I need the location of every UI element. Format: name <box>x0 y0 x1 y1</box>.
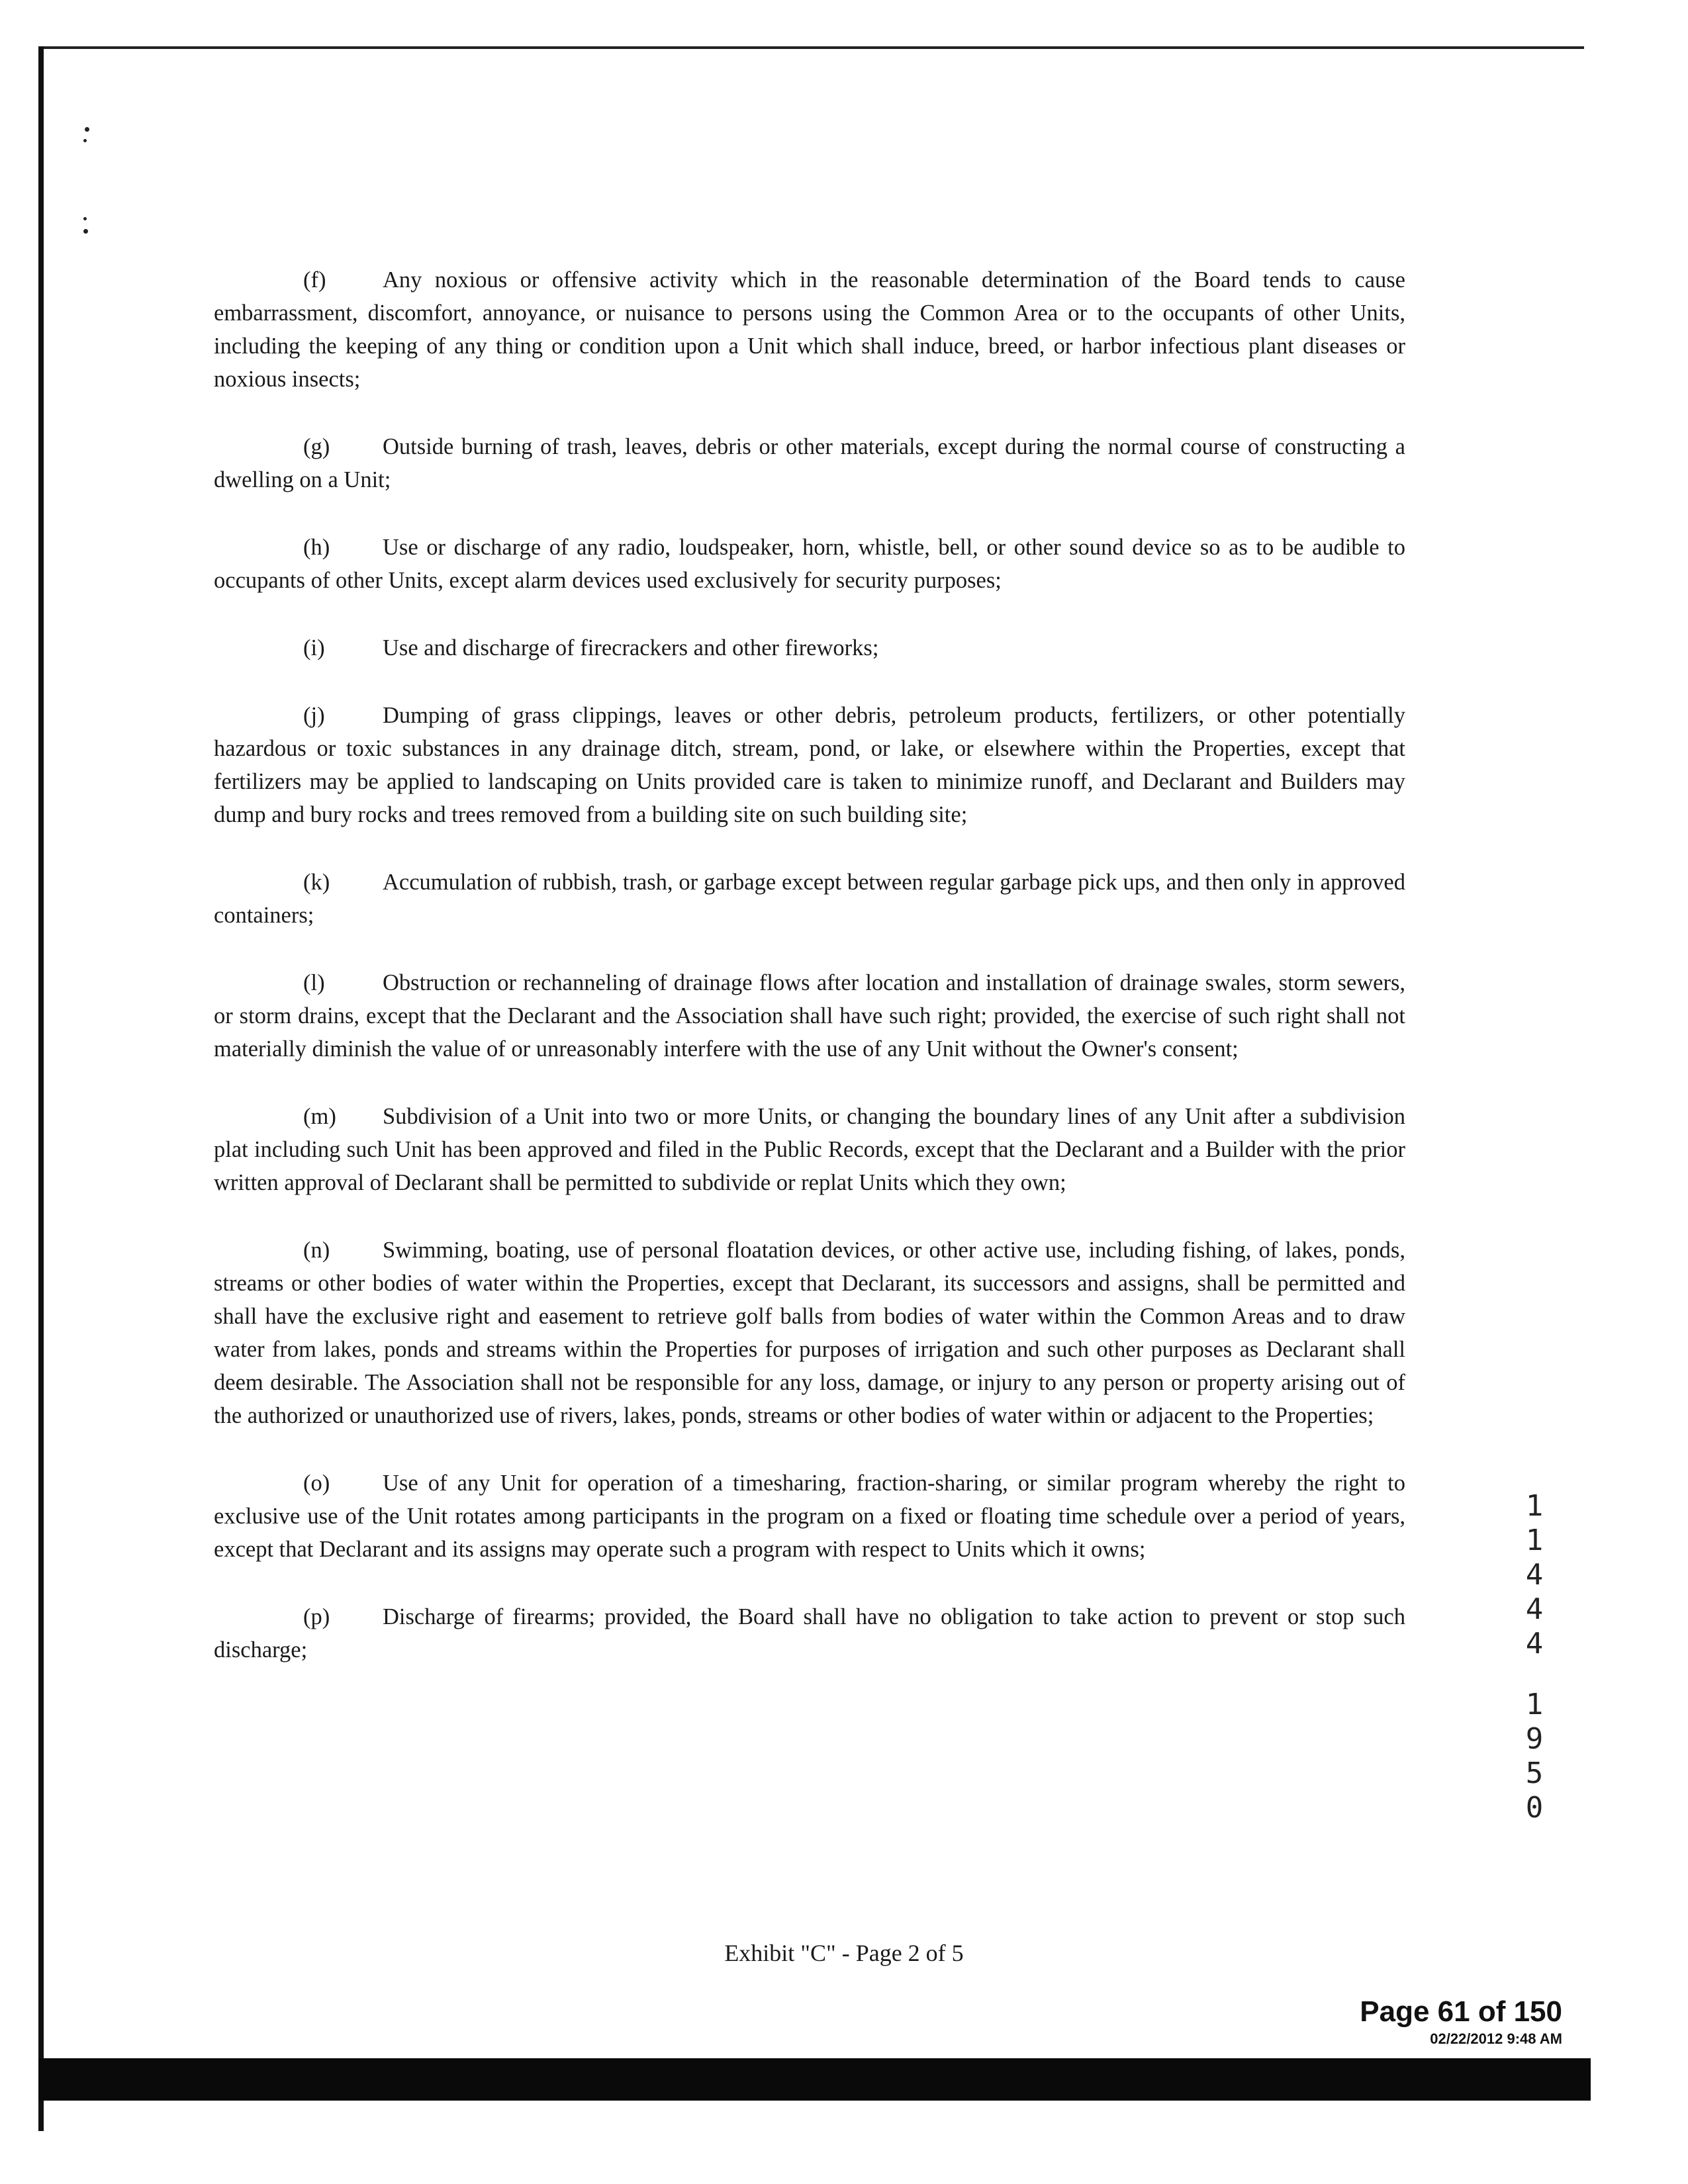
paragraph-i <box>214 631 1405 664</box>
paragraph-text: Subdivision of a Unit into two or more Units, or changing the boundary lines of any Unit after a subdivision plat including such Unit has been approved and filed in the Public Records, except that the Declarant and a Builder with the prior written approval of Declarant shall be permitted to subdivide or replat Units which they own; <box>214 1104 1405 1195</box>
paragraph-text: Discharge of firearms; provided, the Board shall have no obligation to take action to prevent or stop such discharge; <box>214 1604 1405 1662</box>
scan-top-rule <box>38 46 1584 49</box>
stamp-digit: 0 <box>1525 1791 1544 1825</box>
stamp-gap <box>1521 1661 1548 1688</box>
paragraph-o <box>214 1467 1405 1566</box>
paragraph-text: Outside burning of trash, leaves, debris or other materials, except during the normal course of constructing a dwelling on a Unit; <box>214 434 1405 492</box>
paragraph-text: Swimming, boating, use of personal floatation devices, or other active use, including fishing, of lakes, ponds, streams or other bodies of water within the Properties, except that Declarant, its successors and assigns, shall be permitted and shall have the exclusive right and easement to retrieve golf balls from bodies of water within the Common Areas and to draw water from lakes, ponds and streams within the Properties for purposes of irrigation and such other purposes as Declarant shall deem desirable. The Association shall not be responsible for any loss, damage, or injury to any person or property arising out of the authorized or unauthorized use of rivers, lakes, ponds, streams or other bodies of water within or adjacent to the Properties; <box>214 1238 1405 1428</box>
paragraph-m <box>214 1100 1405 1199</box>
paragraph-j <box>214 699 1405 831</box>
paragraph-label: (i) <box>303 635 325 660</box>
paragraph-label: (p) <box>303 1604 330 1629</box>
stamp-digit: 1 <box>1525 1524 1544 1557</box>
stamp-digit: 4 <box>1525 1592 1544 1626</box>
scan-left-rule <box>38 46 44 2131</box>
paragraph-text: Obstruction or rechanneling of drainage flows after location and installation of drainage swales, storm sewers, or storm drains, except that the Declarant and the Association shall have such right; provided, the exercise of such right shall not materially diminish the value of or unreasonably interfere with the use of any Unit without the Owner's consent; <box>214 970 1405 1062</box>
paragraph-l <box>214 966 1405 1066</box>
scan-bottom-bar <box>38 2058 1591 2101</box>
paragraph-text: Use or discharge of any radio, loudspeaker, horn, whistle, bell, or other sound device so as to be audible to occupants of other Units, except alarm devices used exclusively for security purposes; <box>214 535 1405 593</box>
page-timestamp: 02/22/2012 9:48 AM <box>1430 2030 1562 2047</box>
paragraph-label: (g) <box>303 434 330 459</box>
paragraph-label: (n) <box>303 1238 330 1263</box>
paragraph-label: (f) <box>303 267 326 293</box>
scan-speck <box>83 229 88 234</box>
paragraph-label: (o) <box>303 1471 330 1496</box>
stamp-digit: 9 <box>1525 1722 1544 1756</box>
exhibit-page-footer: Exhibit "C" - Page 2 of 5 <box>724 1940 964 1966</box>
stamp-digit: 5 <box>1525 1756 1544 1790</box>
paragraph-g <box>214 430 1405 496</box>
paragraph-p <box>214 1600 1405 1666</box>
paragraph-label: (k) <box>303 870 330 895</box>
paragraph-text: Use and discharge of firecrackers and other fireworks; <box>383 635 879 660</box>
document-body <box>214 263 1405 1701</box>
paragraph-text: Any noxious or offensive activity which in the reasonable determination of the Board tends to cause embarrassment, discomfort, annoyance, or nuisance to persons using the Common Area or to the occupants of other Units, including the keeping of any thing or condition upon a Unit which shall induce, breed, or harbor infectious plant diseases or noxious insects; <box>214 267 1405 392</box>
paragraph-label: (j) <box>303 703 325 728</box>
paragraph-text: Accumulation of rubbish, trash, or garbage except between regular garbage pick ups, and then only in approved containers; <box>214 870 1405 928</box>
stamp-digit: 1 <box>1525 1688 1544 1721</box>
paragraph-label: (m) <box>303 1104 336 1129</box>
scan-speck <box>85 127 89 132</box>
scan-speck <box>83 139 87 142</box>
paragraph-label: (l) <box>303 970 325 995</box>
paragraph-f <box>214 263 1405 396</box>
page-number: Page 61 of 150 <box>1360 1995 1562 2028</box>
paragraph-k <box>214 866 1405 932</box>
paragraph-text: Dumping of grass clippings, leaves or other debris, petroleum products, fertilizers, or other potentially hazardous or toxic substances in any drainage ditch, stream, pond, or lake, or elsewhere within the Properties, except that fertilizers may be applied to landscaping on Units provided care is taken to minimize runoff, and Declarant and Builders may dump and bury rocks and trees removed from a building site on such building site; <box>214 703 1405 827</box>
stamp-digit: 4 <box>1525 1558 1544 1592</box>
paragraph-n <box>214 1234 1405 1432</box>
book-page-stamp <box>1521 1489 1548 1825</box>
paragraph-h <box>214 531 1405 597</box>
scan-speck <box>83 217 87 220</box>
stamp-digit: 4 <box>1525 1627 1544 1661</box>
paragraph-text: Use of any Unit for operation of a timesharing, fraction-sharing, or similar program whereby the right to exclusive use of the Unit rotates among participants in the program on a fixed or floating time schedule over a period of years, except that Declarant and its assigns may operate such a program with respect to Units which it owns; <box>214 1471 1405 1562</box>
paragraph-label: (h) <box>303 535 330 560</box>
stamp-digit: 1 <box>1525 1489 1544 1523</box>
